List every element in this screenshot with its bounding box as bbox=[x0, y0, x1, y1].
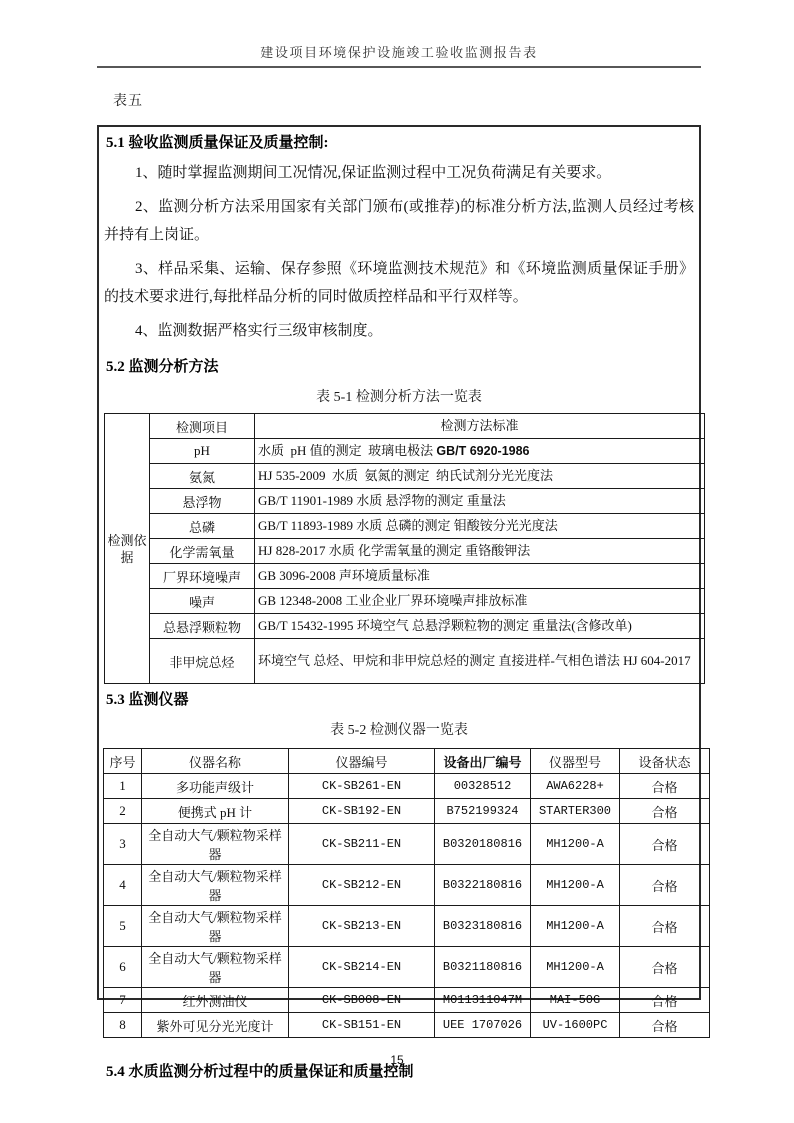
method-standard-text: 水质 pH 值的测定 玻璃电极法 bbox=[258, 443, 437, 458]
cell-instrument-name: 便携式 pH 计 bbox=[142, 799, 289, 824]
column-header-standard: 检测方法标准 bbox=[255, 414, 705, 439]
cell-factory-no: B752199324 bbox=[435, 799, 531, 824]
section-5-1-paragraph-1: 1、随时掌握监测期间工况情况,保证监测过程中工况负荷满足有关要求。 bbox=[135, 165, 612, 181]
table-row bbox=[105, 589, 705, 614]
cell-instrument-name: 全自动大气/颗粒物采样器 bbox=[142, 906, 289, 947]
cell-instrument-id: CK-SB261-EN bbox=[289, 774, 435, 799]
method-standard: GB/T 11901-1989 水质 悬浮物的测定 重量法 bbox=[255, 489, 705, 514]
cell-instrument-id: CK-SB214-EN bbox=[289, 947, 435, 988]
sheet-label: 表五 bbox=[113, 94, 143, 109]
method-standard: HJ 535-2009 水质 氨氮的测定 纳氏试剂分光光度法 bbox=[255, 464, 705, 489]
table-row bbox=[104, 824, 710, 865]
method-standard: GB/T 15432-1995 环境空气 总悬浮颗粒物的测定 重量法(含修改单) bbox=[255, 614, 705, 639]
cell-status: 合格 bbox=[620, 947, 710, 988]
method-item: 化学需氧量 bbox=[150, 539, 255, 564]
column-header-instrument-id: 仪器编号 bbox=[289, 749, 435, 774]
cell-instrument-id: CK-SB192-EN bbox=[289, 799, 435, 824]
cell-factory-no: B0323180816 bbox=[435, 906, 531, 947]
cell-instrument-name: 全自动大气/颗粒物采样器 bbox=[142, 865, 289, 906]
cell-instrument-id: CK-SB008-EN bbox=[289, 988, 435, 1013]
cell-model: MH1200-A bbox=[531, 824, 620, 865]
column-header-item: 检测项目 bbox=[150, 414, 255, 439]
section-5-1-paragraph-2: 2、监测分析方法采用国家有关部门颁布(或推荐)的标准分析方法,监测人员经过考核并持有上岗证。 bbox=[104, 199, 694, 243]
section-5-1-paragraph-4: 4、监测数据严格实行三级审核制度。 bbox=[135, 323, 383, 339]
cell-factory-no: B0321180816 bbox=[435, 947, 531, 988]
method-item: 悬浮物 bbox=[150, 489, 255, 514]
content-frame bbox=[97, 125, 701, 1080]
cell-model: MH1200-A bbox=[531, 865, 620, 906]
method-item: 厂界环境噪声 bbox=[150, 564, 255, 589]
cell-factory-no: UEE 1707026 bbox=[435, 1013, 531, 1038]
method-standard: GB 3096-2008 声环境质量标准 bbox=[255, 564, 705, 589]
column-header-factory-no: 设备出厂编号 bbox=[435, 749, 531, 774]
cell-model: MAI-50G bbox=[531, 988, 620, 1013]
running-header-title: 建设项目环境保护设施竣工验收监测报告表 bbox=[260, 45, 538, 60]
table-5-1-title: 表 5-1 检测分析方法一览表 bbox=[316, 390, 482, 405]
column-header-model: 仪器型号 bbox=[531, 749, 620, 774]
table-row bbox=[105, 464, 705, 489]
section-5-4-heading: 5.4 水质监测分析过程中的质量保证和质量控制 bbox=[106, 1064, 414, 1080]
cell-status: 合格 bbox=[620, 1013, 710, 1038]
page-number: 15 bbox=[390, 1053, 404, 1067]
cell-no: 2 bbox=[104, 799, 142, 824]
cell-instrument-name: 红外测油仪 bbox=[142, 988, 289, 1013]
cell-no: 6 bbox=[104, 947, 142, 988]
column-header-instrument-name: 仪器名称 bbox=[142, 749, 289, 774]
cell-instrument-id: CK-SB151-EN bbox=[289, 1013, 435, 1038]
cell-no: 7 bbox=[104, 988, 142, 1013]
cell-model: MH1200-A bbox=[531, 947, 620, 988]
cell-no: 8 bbox=[104, 1013, 142, 1038]
table-row bbox=[105, 539, 705, 564]
header-divider bbox=[97, 66, 701, 68]
cell-no: 3 bbox=[104, 824, 142, 865]
cell-model: STARTER300 bbox=[531, 799, 620, 824]
table-row bbox=[105, 614, 705, 639]
column-header-status: 设备状态 bbox=[620, 749, 710, 774]
table-5-1-methods bbox=[104, 413, 705, 684]
method-item: 总悬浮颗粒物 bbox=[150, 614, 255, 639]
section-5-3-heading: 5.3 监测仪器 bbox=[106, 692, 189, 708]
cell-instrument-id: CK-SB211-EN bbox=[289, 824, 435, 865]
cell-factory-no: B0320180816 bbox=[435, 824, 531, 865]
cell-instrument-name: 多功能声级计 bbox=[142, 774, 289, 799]
cell-instrument-name: 全自动大气/颗粒物采样器 bbox=[142, 947, 289, 988]
cell-model: AWA6228+ bbox=[531, 774, 620, 799]
method-standard: HJ 828-2017 水质 化学需氧量的测定 重铬酸钾法 bbox=[255, 539, 705, 564]
method-item: 氨氮 bbox=[150, 464, 255, 489]
method-standard-code: GB/T 6920-1986 bbox=[436, 444, 530, 458]
cell-status: 合格 bbox=[620, 799, 710, 824]
section-5-2-heading: 5.2 监测分析方法 bbox=[106, 359, 219, 375]
table-5-2-title: 表 5-2 检测仪器一览表 bbox=[330, 723, 468, 738]
table-row bbox=[105, 414, 705, 439]
method-standard: 环境空气 总烃、甲烷和非甲烷总烃的测定 直接进样-气相色谱法 HJ 604-2017 bbox=[255, 639, 705, 684]
table-row bbox=[104, 1013, 710, 1038]
method-standard bbox=[255, 439, 705, 464]
cell-factory-no: M011311047M bbox=[435, 988, 531, 1013]
table-row bbox=[105, 564, 705, 589]
cell-no: 5 bbox=[104, 906, 142, 947]
cell-instrument-name: 全自动大气/颗粒物采样器 bbox=[142, 824, 289, 865]
method-item: 非甲烷总烃 bbox=[150, 639, 255, 684]
cell-model: MH1200-A bbox=[531, 906, 620, 947]
table-row bbox=[105, 639, 705, 684]
cell-model: UV-1600PC bbox=[531, 1013, 620, 1038]
table-row bbox=[105, 439, 705, 464]
table-row bbox=[105, 489, 705, 514]
section-5-1-paragraph-3: 3、样品采集、运输、保存参照《环境监测技术规范》和《环境监测质量保证手册》的技术要求进行,每批样品分析的同时做质控样品和平行双样等。 bbox=[104, 261, 694, 305]
cell-status: 合格 bbox=[620, 865, 710, 906]
cell-status: 合格 bbox=[620, 774, 710, 799]
table-5-1-span-header: 检测依据 bbox=[105, 414, 150, 684]
cell-no: 1 bbox=[104, 774, 142, 799]
cell-status: 合格 bbox=[620, 906, 710, 947]
method-item: 噪声 bbox=[150, 589, 255, 614]
cell-instrument-id: CK-SB212-EN bbox=[289, 865, 435, 906]
table-header-row bbox=[104, 749, 710, 774]
cell-factory-no: 00328512 bbox=[435, 774, 531, 799]
table-row bbox=[104, 988, 710, 1013]
cell-factory-no: B0322180816 bbox=[435, 865, 531, 906]
table-row bbox=[104, 865, 710, 906]
cell-instrument-id: CK-SB213-EN bbox=[289, 906, 435, 947]
table-row bbox=[104, 774, 710, 799]
table-row bbox=[104, 799, 710, 824]
column-header-no: 序号 bbox=[104, 749, 142, 774]
table-row bbox=[104, 947, 710, 988]
table-row bbox=[104, 906, 710, 947]
method-item: 总磷 bbox=[150, 514, 255, 539]
method-item: pH bbox=[150, 439, 255, 464]
method-standard: GB 12348-2008 工业企业厂界环境噪声排放标准 bbox=[255, 589, 705, 614]
method-standard: GB/T 11893-1989 水质 总磷的测定 钼酸铵分光光度法 bbox=[255, 514, 705, 539]
cell-status: 合格 bbox=[620, 988, 710, 1013]
cell-status: 合格 bbox=[620, 824, 710, 865]
cell-instrument-name: 紫外可见分光光度计 bbox=[142, 1013, 289, 1038]
section-5-1-heading: 5.1 验收监测质量保证及质量控制: bbox=[106, 135, 329, 151]
cell-no: 4 bbox=[104, 865, 142, 906]
table-5-2-instruments bbox=[103, 748, 710, 1038]
table-row bbox=[105, 514, 705, 539]
